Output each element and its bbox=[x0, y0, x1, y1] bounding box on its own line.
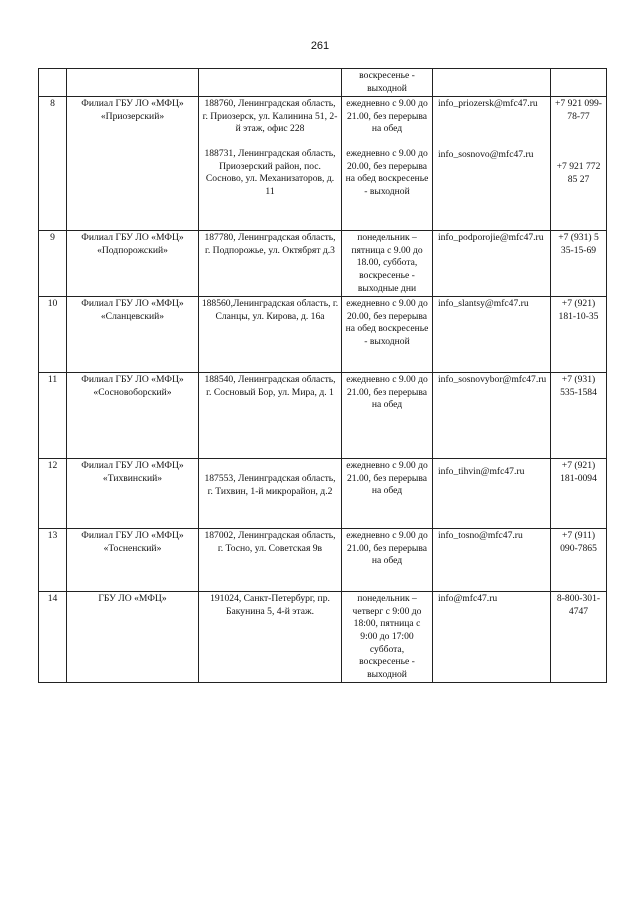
working-hours: ежедневно с 9.00 до 20.00, без перерыва на обед воскресенье - выходной bbox=[342, 297, 433, 373]
phone-cell bbox=[551, 97, 607, 231]
working-hours: понедельник – пятница с 9.00 до 18.00, суббота, воскресенье - выходные дни bbox=[342, 231, 433, 297]
row-number: 11 bbox=[39, 373, 67, 459]
branch-name: Филиал ГБУ ЛО «МФЦ» «Приозерский» bbox=[67, 97, 199, 231]
phone-number: +7 (921) 181-10-35 bbox=[551, 297, 607, 373]
working-hours: понедельник – четверг с 9:00 до 18:00, пятница с 9:00 до 17:00 суббота, воскресенье - выходной bbox=[342, 592, 433, 683]
page-number: 261 bbox=[310, 40, 330, 52]
working-hours bbox=[342, 97, 433, 231]
phone-number bbox=[551, 69, 607, 97]
table-row bbox=[39, 97, 607, 231]
row-number bbox=[39, 69, 67, 97]
email-link[interactable]: info_tosno@mfc47.ru bbox=[433, 529, 551, 592]
working-hours: ежедневно с 9.00 до 21.00, без перерыва на обед bbox=[342, 459, 433, 529]
table-row bbox=[39, 231, 607, 297]
branch-table bbox=[38, 68, 607, 683]
address-entry: 187553, Ленинградская область, г. Тихвин, 1-й микрорайон, д.2 bbox=[204, 473, 336, 497]
table-row bbox=[39, 459, 607, 529]
phone-number: +7 (921) 181-0094 bbox=[551, 459, 607, 529]
phone-number: +7 921 772 85 27 bbox=[556, 161, 601, 185]
working-hours: воскресенье - выходной bbox=[342, 69, 433, 97]
row-number: 12 bbox=[39, 459, 67, 529]
branch-address: 187780, Ленинградская область, г. Подпорожье, ул. Октябрят д.3 bbox=[199, 231, 342, 297]
table-row bbox=[39, 529, 607, 592]
branch-name: Филиал ГБУ ЛО «МФЦ» «Подпорожский» bbox=[67, 231, 199, 297]
branch-address: 188540, Ленинградская область, г. Сосновый Бор, ул. Мира, д. 1 bbox=[199, 373, 342, 459]
email-link[interactable]: info_sosnovybor@mfc47.ru bbox=[433, 373, 551, 459]
row-number: 10 bbox=[39, 297, 67, 373]
working-hours: ежедневно с 9.00 до 21.00, без перерыва на обед bbox=[342, 373, 433, 459]
branch-address bbox=[199, 69, 342, 97]
address-entry: 188731, Ленинградская область, Приозерский район, пос. Сосново, ул. Механизаторов, д. 11 bbox=[204, 147, 336, 197]
email-link[interactable]: info_sosnovo@mfc47.ru bbox=[438, 148, 534, 160]
branch-address: 191024, Санкт-Петербург, пр. Бакунина 5, 4-й этаж. bbox=[199, 592, 342, 683]
branch-name: Филиал ГБУ ЛО «МФЦ» «Тихвинский» bbox=[67, 459, 199, 529]
email-link[interactable]: info_podporojie@mfc47.ru bbox=[433, 231, 551, 297]
phone-number: 8-800-301-4747 bbox=[551, 592, 607, 683]
branch-address bbox=[199, 459, 342, 529]
branch-name: Филиал ГБУ ЛО «МФЦ» «Сосновоборский» bbox=[67, 373, 199, 459]
hours-entry: ежедневно с 9.00 до 20.00, без перерыва на обед воскресенье - выходной bbox=[345, 147, 429, 197]
email-link[interactable]: info@mfc47.ru bbox=[433, 592, 551, 683]
table-row bbox=[39, 373, 607, 459]
branch-name: ГБУ ЛО «МФЦ» bbox=[67, 592, 199, 683]
row-number: 13 bbox=[39, 529, 67, 592]
branch-address: 187002, Ленинградская область, г. Тосно, ул. Советская 9в bbox=[199, 529, 342, 592]
email-link[interactable] bbox=[433, 69, 551, 97]
branch-address: 188560,Ленинградская область, г. Сланцы, ул. Кирова, д. 16а bbox=[199, 297, 342, 373]
row-number: 8 bbox=[39, 97, 67, 231]
table-row bbox=[39, 297, 607, 373]
branch-name bbox=[67, 69, 199, 97]
hours-entry: ежедневно с 9.00 до 21.00, без перерыва на обед bbox=[346, 98, 428, 135]
phone-number: +7 (931) 535-1584 bbox=[551, 373, 607, 459]
branch-address bbox=[199, 97, 342, 231]
address-entry: 188760, Ленинградская область, г. Приозерск, ул. Калинина 51, 2-й этаж, офис 228 bbox=[202, 98, 338, 135]
table-row bbox=[39, 592, 607, 683]
row-number: 14 bbox=[39, 592, 67, 683]
row-number: 9 bbox=[39, 231, 67, 297]
branch-name: Филиал ГБУ ЛО «МФЦ» «Сланцевский» bbox=[67, 297, 199, 373]
phone-number: +7 (931) 5 35-15-69 bbox=[551, 231, 607, 297]
email-cell bbox=[433, 97, 551, 231]
table-row bbox=[39, 69, 607, 97]
branch-name: Филиал ГБУ ЛО «МФЦ» «Тосненский» bbox=[67, 529, 199, 592]
email-link[interactable]: info_tihvin@mfc47.ru bbox=[438, 466, 525, 478]
email-link[interactable]: info_priozersk@mfc47.ru bbox=[438, 98, 538, 110]
phone-number: +7 921 099-78-77 bbox=[555, 98, 602, 122]
email-link[interactable]: info_slantsy@mfc47.ru bbox=[433, 297, 551, 373]
email-cell bbox=[433, 459, 551, 529]
working-hours: ежедневно с 9.00 до 21.00, без перерыва на обед bbox=[342, 529, 433, 592]
phone-number: +7 (911) 090-7865 bbox=[551, 529, 607, 592]
